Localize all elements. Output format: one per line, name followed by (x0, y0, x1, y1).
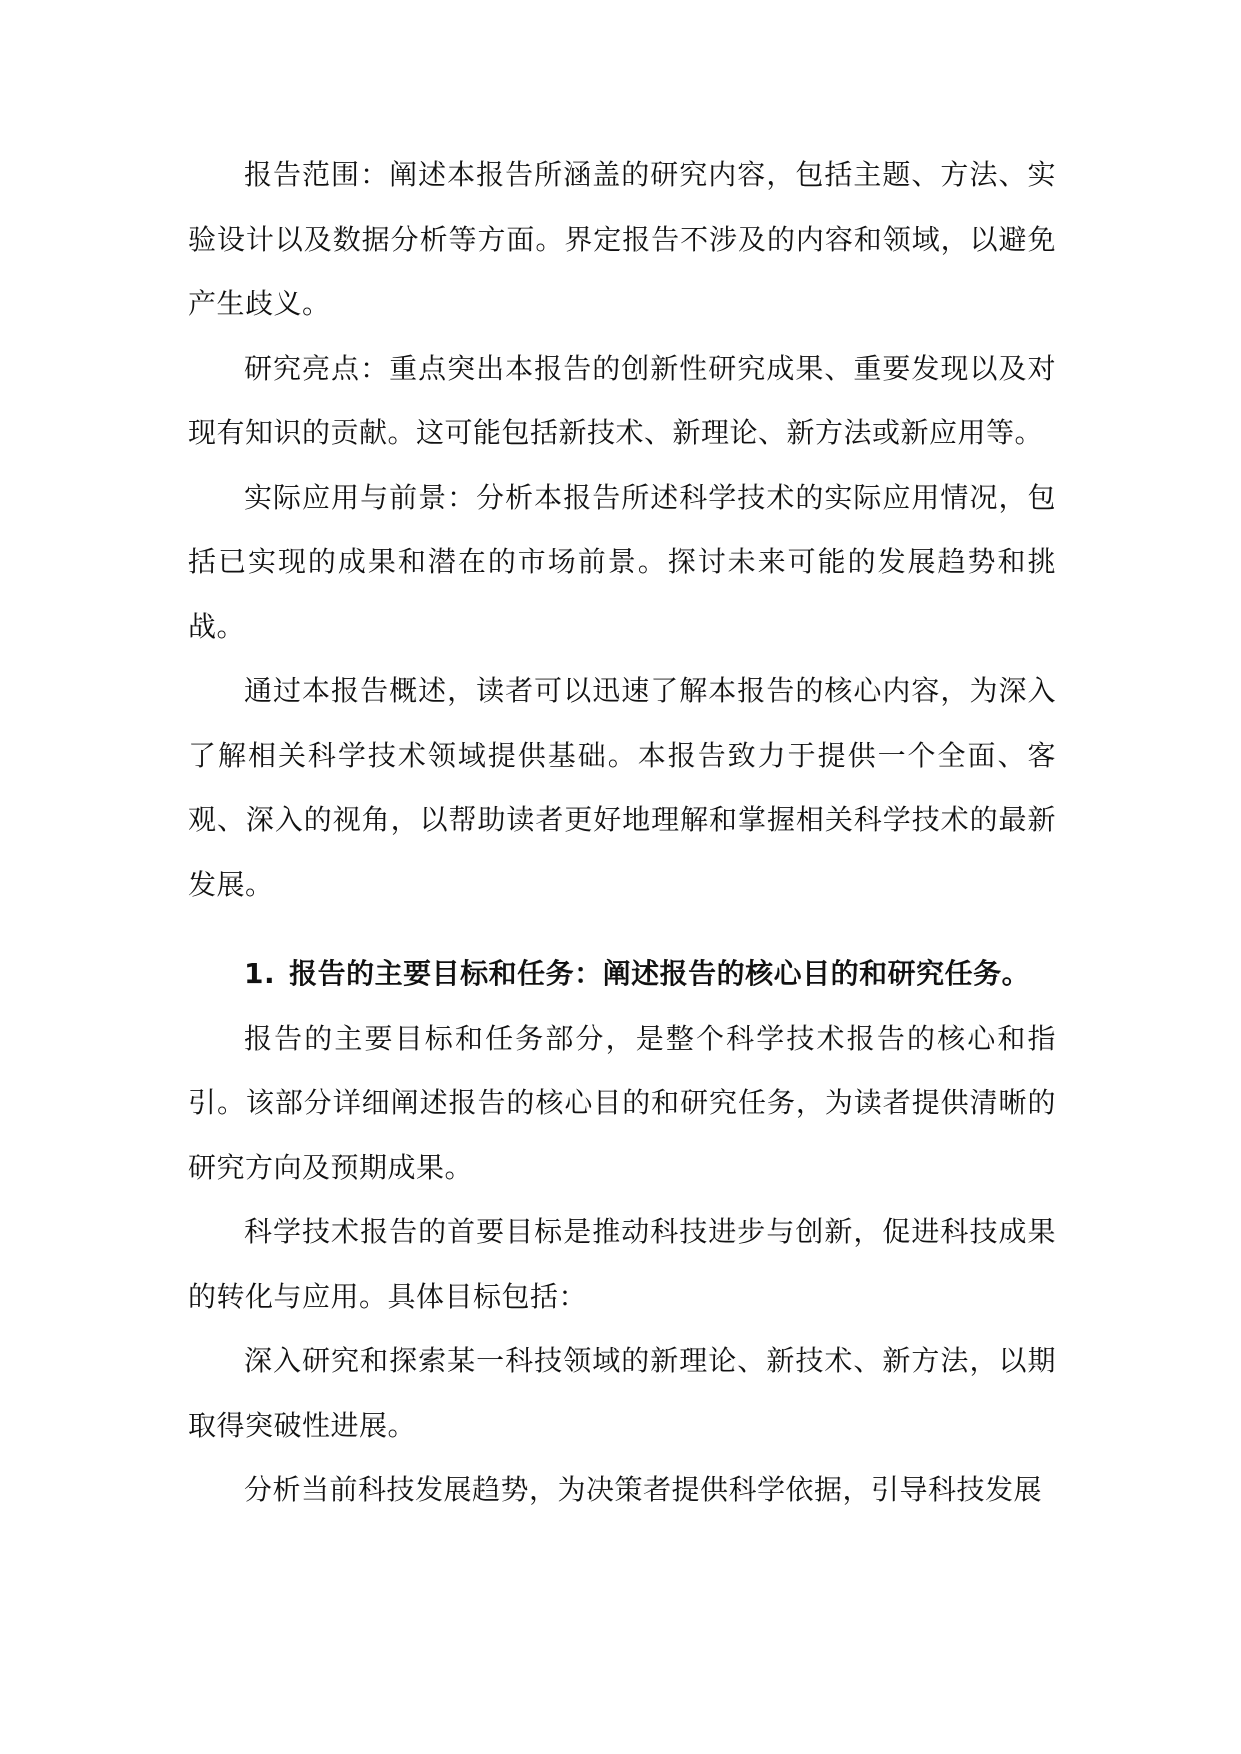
paragraph-application-prospects: 实际应用与前景：分析本报告所述科学技术的实际应用情况，包括已实现的成果和潜在的市场前景。探讨未来可能的发展趋势和挑战。 (188, 480, 1056, 643)
paragraph-goal-research: 深入研究和探索某一科技领域的新理论、新技术、新方法，以期取得突破性进展。 (188, 1344, 1056, 1442)
section-heading (188, 917, 1056, 1007)
paragraph-goal-analysis: 分析当前科技发展趋势，为决策者提供科学依据，引导科技发展 (244, 1473, 1043, 1506)
section-heading-number: 1. (244, 957, 276, 990)
paragraph-overview-summary: 通过本报告概述，读者可以迅速了解本报告的核心内容，为深入了解相关科学技术领域提供基础。本报告致力于提供一个全面、客观、深入的视角，以帮助读者更好地理解和掌握相关科学技术的最新发展。 (188, 674, 1056, 901)
paragraph-research-highlights: 研究亮点：重点突出本报告的创新性研究成果、重要发现以及对现有知识的贡献。这可能包括新技术、新理论、新方法或新应用等。 (188, 351, 1056, 449)
paragraph-primary-goal: 科学技术报告的首要目标是推动科技进步与创新，促进科技成果的转化与应用。具体目标包括： (188, 1215, 1056, 1313)
document-body (188, 143, 1056, 1523)
paragraph-report-scope: 报告范围：阐述本报告所涵盖的研究内容，包括主题、方法、实验设计以及数据分析等方面。界定报告不涉及的内容和领域，以避免产生歧义。 (188, 158, 1056, 320)
paragraph-goals-intro: 报告的主要目标和任务部分，是整个科学技术报告的核心和指引。该部分详细阐述报告的核心目的和研究任务，为读者提供清晰的研究方向及预期成果。 (188, 1021, 1056, 1184)
section-heading-text: 报告的主要目标和任务：阐述报告的核心目的和研究任务。 (289, 957, 1031, 990)
